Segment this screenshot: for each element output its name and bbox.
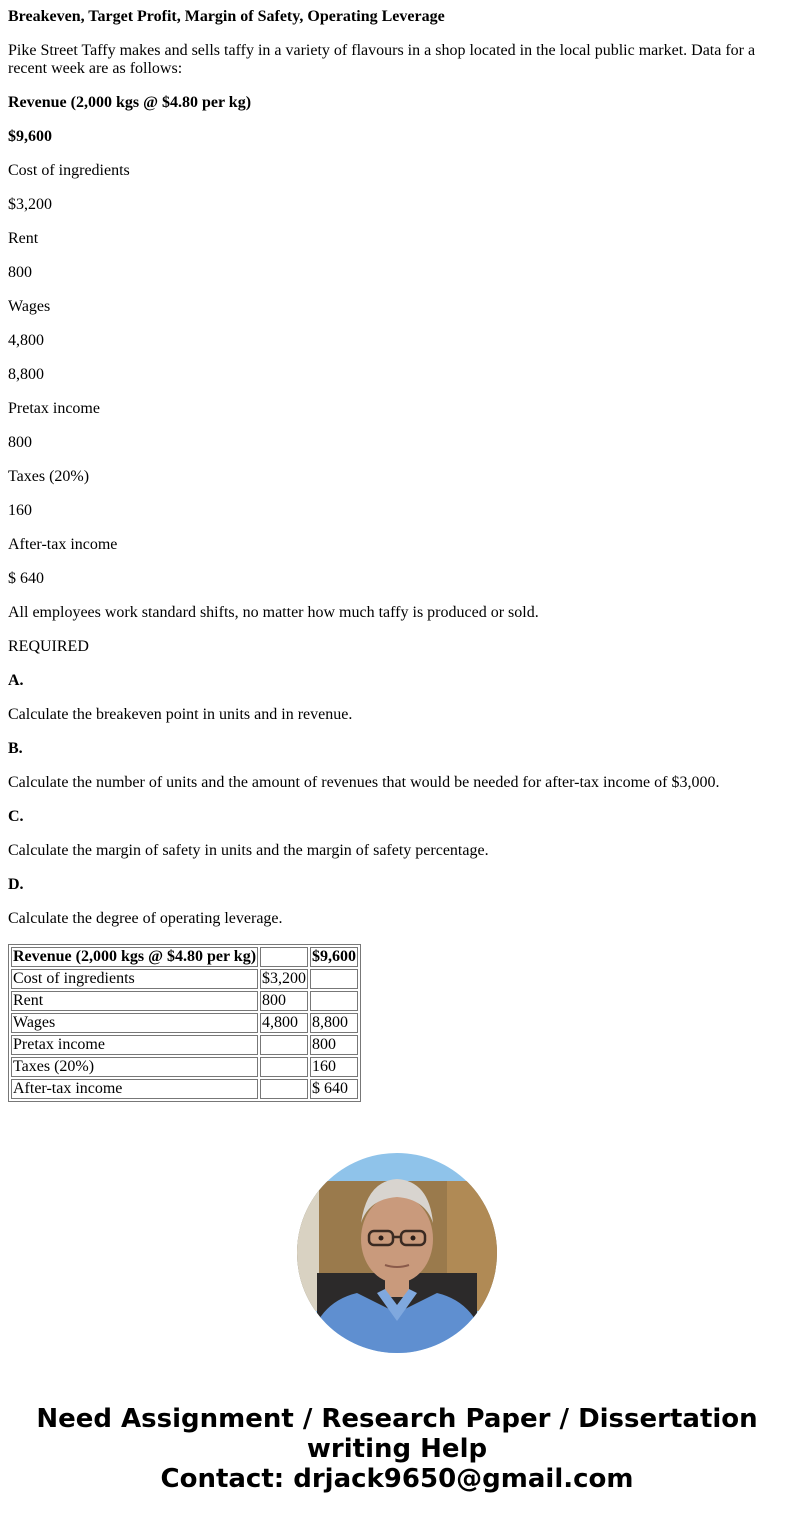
table-cell — [260, 1035, 308, 1055]
note-paragraph: All employees work standard shifts, no matter how much taffy is produced or sold. — [8, 604, 539, 621]
table-row — [11, 947, 358, 967]
portrait-image — [297, 1153, 497, 1353]
table-cell — [310, 991, 358, 1011]
data-line: Pretax income — [8, 400, 100, 417]
question-letter-b: B. — [8, 740, 23, 757]
question-text-d: Calculate the degree of operating leverage. — [8, 910, 283, 927]
table-cell: Rent — [11, 991, 258, 1011]
data-line: 4,800 — [8, 332, 44, 349]
data-line: 160 — [8, 502, 32, 519]
data-line: Rent — [8, 230, 39, 247]
table-cell: $3,200 — [262, 970, 307, 987]
table-row — [11, 1013, 358, 1033]
data-line: 800 — [8, 264, 32, 281]
table-cell: Pretax income — [11, 1035, 258, 1055]
table-row — [11, 969, 358, 989]
table-row — [11, 991, 358, 1011]
table-cell: $ 640 — [310, 1079, 358, 1099]
table-cell: 160 — [310, 1057, 358, 1077]
intro-paragraph: Pike Street Taffy makes and sells taffy in a variety of flavours in a shop located in the local public market. Data for a recent week are as follows: — [8, 42, 756, 77]
author-avatar — [297, 1153, 497, 1353]
table-cell: Wages — [11, 1013, 258, 1033]
data-line-revenue-value: $9,600 — [8, 128, 52, 145]
footer-line: Need Assignment / Research Paper / Dissertation — [36, 1404, 758, 1434]
question-text-a: Calculate the breakeven point in units and in revenue. — [8, 706, 353, 723]
required-label: REQUIRED — [8, 638, 89, 655]
table-cell: Revenue (2,000 kgs @ $4.80 per kg) — [13, 948, 257, 965]
question-letter-a: A. — [8, 672, 24, 689]
table-row — [11, 1057, 358, 1077]
data-line: $ 640 — [8, 570, 44, 587]
question-letter-c: C. — [8, 808, 24, 825]
data-line: Cost of ingredients — [8, 162, 130, 179]
footer-banner — [0, 1404, 794, 1494]
table-cell — [310, 969, 358, 989]
table-cell: After-tax income — [11, 1079, 258, 1099]
footer-line: writing Help — [306, 1434, 488, 1464]
table-cell — [260, 1057, 308, 1077]
data-line-revenue: Revenue (2,000 kgs @ $4.80 per kg) — [8, 94, 252, 111]
table-cell: 8,800 — [310, 1013, 358, 1033]
data-line: 8,800 — [8, 366, 44, 383]
footer-contact[interactable]: Contact: drjack9650@gmail.com — [160, 1464, 634, 1494]
question-text-c: Calculate the margin of safety in units and the margin of safety percentage. — [8, 842, 489, 859]
question-text-b: Calculate the number of units and the amount of revenues that would be needed for after-tax income of $3,000. — [8, 774, 720, 791]
document-title: Breakeven, Target Profit, Margin of Safety, Operating Leverage — [8, 8, 445, 25]
data-line: Wages — [8, 298, 51, 315]
question-letter-d: D. — [8, 876, 24, 893]
table-cell: 4,800 — [260, 1013, 308, 1033]
data-line: 800 — [8, 434, 32, 451]
table-row — [11, 1079, 358, 1099]
table-cell — [260, 947, 308, 967]
table-row — [11, 1035, 358, 1055]
table-cell: 800 — [260, 991, 308, 1011]
table-cell: 800 — [310, 1035, 358, 1055]
table-cell — [260, 1079, 308, 1099]
data-line: Taxes (20%) — [8, 468, 90, 485]
table-cell: Taxes (20%) — [11, 1057, 258, 1077]
data-line: $3,200 — [8, 196, 52, 213]
table-cell: $9,600 — [312, 948, 357, 965]
income-statement-table — [8, 944, 361, 1102]
data-line: After-tax income — [8, 536, 118, 553]
table-cell: Cost of ingredients — [11, 969, 258, 989]
